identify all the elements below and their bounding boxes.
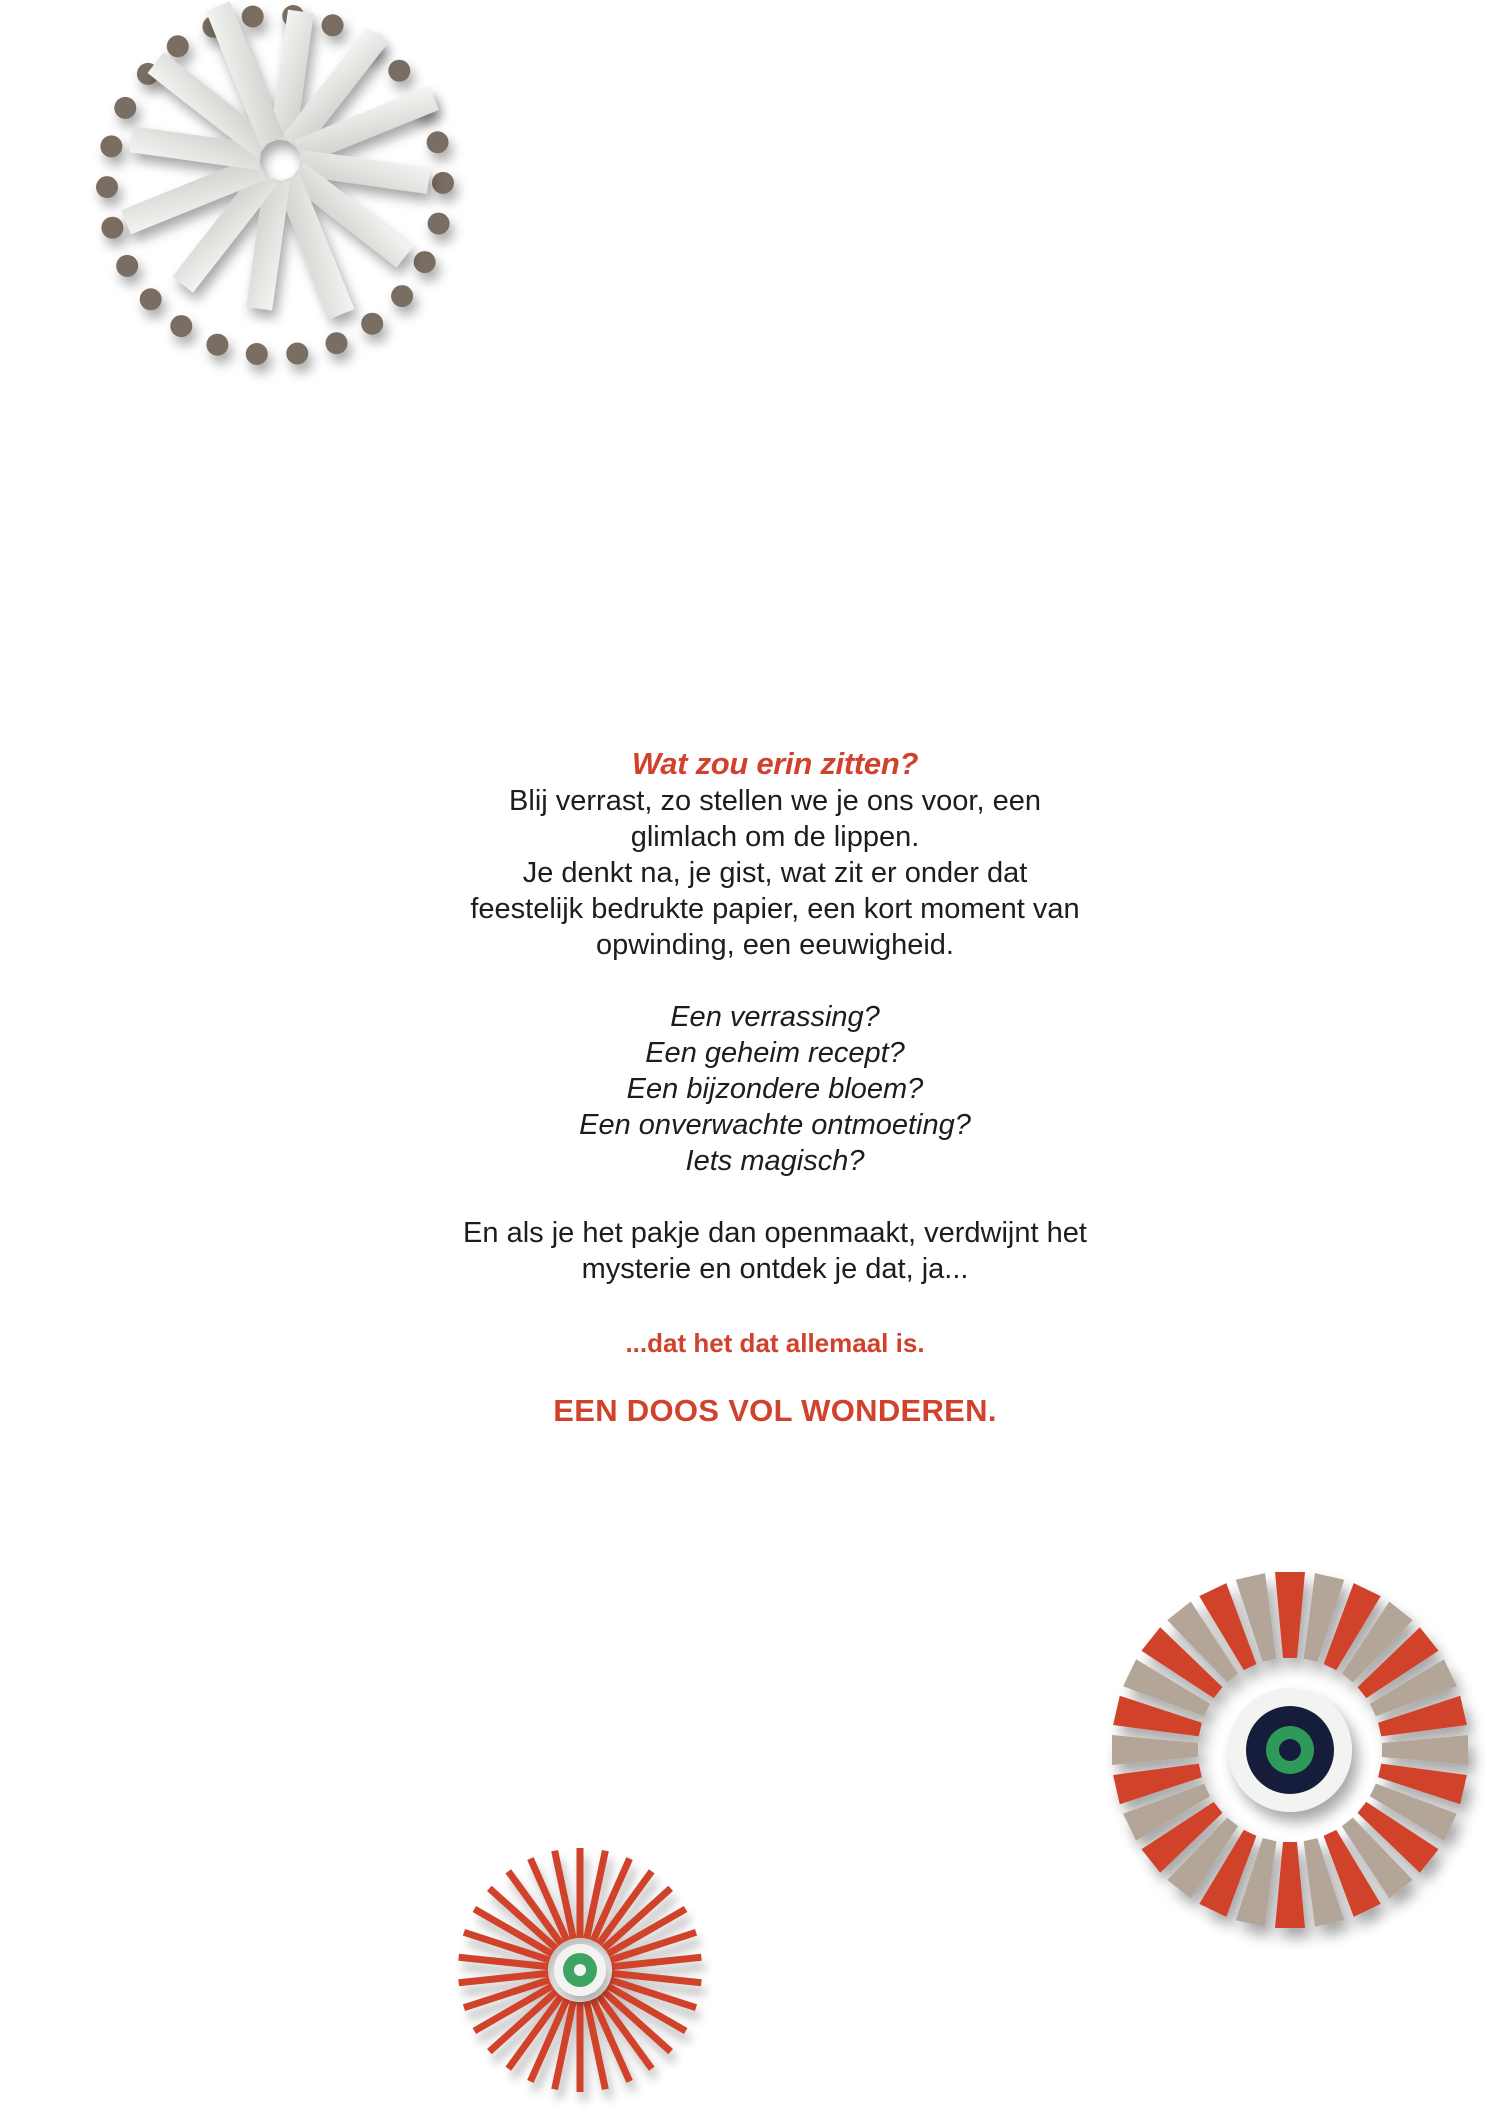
poem-text (400, 745, 1150, 1429)
flower-center (554, 1944, 606, 1996)
intro-line: Blij verrast, zo stellen we je ons voor, een (509, 785, 1041, 817)
intro-line: glimlach om de lippen. (630, 821, 920, 853)
ring-dot (361, 313, 383, 335)
intro-line: opwinding, een eeuwigheid. (596, 929, 954, 961)
intro-paragraph (400, 783, 1150, 963)
question-line: Een bijzondere bloem? (626, 1073, 924, 1105)
ring-dot (388, 60, 410, 82)
ring-dot (391, 285, 413, 307)
closing-line: En als je het pakje dan openmaakt, verdwijnt het (463, 1217, 1087, 1249)
conclusion: ...dat het dat allemaal is. (625, 1328, 925, 1358)
question-line: Een onverwachte ontmoeting? (579, 1109, 971, 1141)
rosette-petal (1382, 1735, 1468, 1765)
question-line: Een geheim recept? (645, 1037, 905, 1069)
ring-dot (428, 213, 450, 235)
ring-dot (140, 288, 162, 310)
ring-dot (170, 315, 192, 337)
ring-dot (432, 172, 454, 194)
ring-dot (322, 14, 344, 36)
question-line: Een verrassing? (670, 1001, 880, 1033)
flower-spoke (577, 1848, 584, 1938)
ring-dot (114, 97, 136, 119)
intro-line: Je denkt na, je gist, wat zit er onder dat (522, 857, 1028, 889)
ring-dot (96, 176, 118, 198)
ring-dot (101, 217, 123, 239)
ring-dot (246, 343, 268, 365)
ring-dot (414, 251, 436, 273)
ring-dot (286, 343, 308, 365)
rosette-petal (1275, 1572, 1305, 1658)
ring-dot (100, 135, 122, 157)
rosette-petal (1275, 1842, 1305, 1928)
rosette-center (1228, 1688, 1352, 1812)
ring-dot (167, 35, 189, 57)
question-line: Iets magisch? (685, 1145, 865, 1177)
flower-icon (435, 1825, 725, 2115)
ring-dot (427, 131, 449, 153)
intro-line: feestelijk bedrukte papier, een kort moment van (470, 893, 1080, 925)
questions-list (400, 999, 1150, 1179)
ring-dot (206, 334, 228, 356)
ring-dot (326, 332, 348, 354)
ring-dot (242, 6, 264, 28)
closing-line: mysterie en ontdek je dat, ja... (581, 1253, 969, 1285)
closing-paragraph (400, 1215, 1150, 1287)
heading: Wat zou erin zitten? (631, 746, 919, 781)
starburst-icon (50, 0, 540, 430)
flower-spoke (577, 2002, 584, 2092)
rosette-icon (1090, 1550, 1490, 1950)
ring-dot (116, 255, 138, 277)
tagline: EEN DOOS VOL WONDEREN. (553, 1393, 997, 1428)
rosette-petal (1112, 1735, 1198, 1765)
